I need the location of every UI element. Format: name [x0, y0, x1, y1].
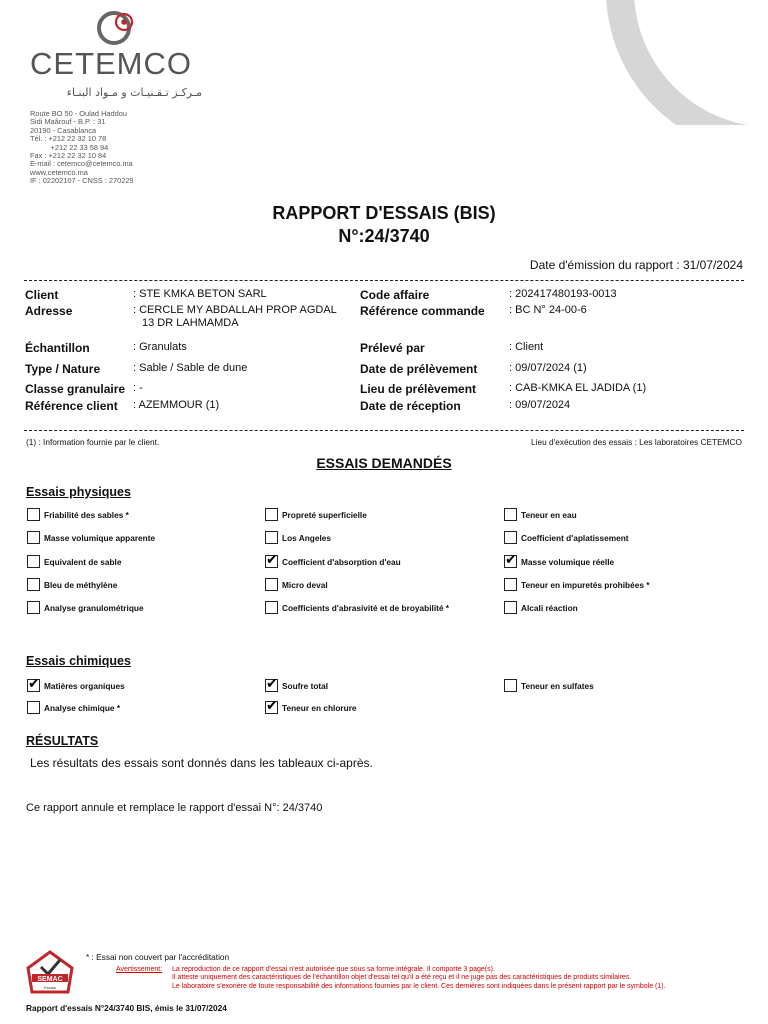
adresse-label: Adresse: [25, 304, 73, 318]
divider-bottom: [24, 430, 744, 431]
checkbox-label: Teneur en sulfates: [521, 680, 594, 691]
checkbox-box[interactable]: [504, 679, 517, 692]
echantillon-label: Échantillon: [25, 341, 90, 355]
lieu-prelevement-label: Lieu de prélèvement: [360, 382, 477, 396]
checkbox-box[interactable]: [265, 508, 278, 521]
checkbox-teneur-eau[interactable]: [504, 508, 577, 521]
company-name: CETEMCO: [30, 46, 192, 81]
type-label: Type / Nature: [25, 362, 101, 376]
checkbox-label: Analyse chimique *: [44, 702, 121, 713]
checkbox-box[interactable]: [27, 531, 40, 544]
checkbox-chlorure[interactable]: [265, 701, 357, 714]
code-affaire-label: Code affaire: [360, 288, 430, 302]
checkbox-label: Bleu de méthylène: [44, 579, 118, 590]
report-number: N°:24/3740: [338, 226, 430, 246]
checkbox-aplatissement[interactable]: [504, 531, 629, 544]
checkbox-box[interactable]: [504, 531, 517, 544]
checkbox-label: Teneur en chlorure: [282, 702, 357, 713]
checkbox-box[interactable]: [265, 601, 278, 614]
divider-top: [24, 280, 744, 281]
checkbox-friabilite[interactable]: [27, 508, 129, 521]
checkbox-absorption-eau[interactable]: [265, 555, 401, 568]
checkbox-label: Friabilité des sables *: [44, 509, 129, 520]
checkbox-bleu-methylene[interactable]: [27, 578, 117, 591]
refcmd-value: : BC N° 24-00-6: [509, 304, 587, 316]
echantillon-value: : Granulats: [133, 341, 187, 353]
checkbox-label: Micro deval: [282, 579, 328, 590]
avertissement-text: La reproduction de ce rapport d'essai n'est autorisée que sous sa forme intégrale. Il comporte 3 page(s). Il atteste uniquement des caractéristiques de l'échantillon objet d'essai tel qu'il a été reçu et il ne juge pas des caractéristiques de produits similaires. Le laboratoire s'exonère de toute responsabilité des informations fournies par le client. Ces dernières sont indiquées dans le présent rapport par le symbole (1).: [172, 966, 666, 990]
resultats-title: RÉSULTATS: [26, 734, 99, 748]
refclient-value: : AZEMMOUR (1): [133, 399, 220, 411]
checkbox-micro-deval[interactable]: [265, 578, 328, 591]
checkbox-box[interactable]: [504, 508, 517, 521]
checkbox-label: Coefficient d'aplatissement: [521, 532, 629, 543]
checkbox-box[interactable]: [27, 508, 40, 521]
checkbox-soufre-total[interactable]: [265, 679, 328, 692]
classe-value: : -: [133, 382, 143, 394]
code-affaire-value: : 202417480193-0013: [509, 288, 617, 300]
checkbox-box[interactable]: [265, 701, 278, 714]
essais-demandes-title: ESSAIS DEMANDÉS: [316, 455, 452, 471]
footer-report-reference: Rapport d'essais N°24/3740 BIS, émis le 31/07/2024: [26, 1003, 227, 1013]
svg-text:SEMAC: SEMAC: [37, 976, 63, 983]
lieu-prelevement-value: : CAB-KMKA EL JADIDA (1): [509, 382, 647, 394]
date-prelevement-value: : 09/07/2024 (1): [509, 362, 587, 374]
type-value: : Sable / Sable de dune: [133, 362, 248, 374]
checkbox-label: Propreté superficielle: [282, 509, 367, 520]
checkbox-label: Los Angeles: [282, 532, 332, 543]
checkbox-box[interactable]: [504, 601, 517, 614]
checkbox-matieres-organiques[interactable]: [27, 679, 125, 692]
refcmd-label: Référence commande: [360, 304, 485, 318]
checkbox-sulfates[interactable]: [504, 679, 594, 692]
checkbox-box[interactable]: [27, 578, 40, 591]
checkbox-label: Masse volumique réelle: [521, 556, 615, 567]
adresse-value-line2: 13 DR LAHMAMDA: [142, 317, 239, 329]
checkbox-impuretes[interactable]: [504, 578, 649, 591]
classe-label: Classe granulaire: [25, 382, 126, 396]
checkbox-masse-reelle[interactable]: [504, 555, 614, 568]
checkbox-label: Matières organiques: [44, 680, 125, 691]
execution-place: Lieu d'exécution des essais : Les laboratoires CETEMCO: [531, 437, 742, 447]
essais-chimiques-title: Essais chimiques: [26, 654, 131, 668]
decorative-arc: [600, 0, 768, 125]
date-reception-label: Date de réception: [360, 399, 461, 413]
preleve-value: : Client: [509, 341, 544, 353]
essais-physiques-title: Essais physiques: [26, 485, 131, 499]
client-info-footnote: (1) : Information fournie par le client.: [26, 437, 160, 447]
checkbox-alcali[interactable]: [504, 601, 578, 614]
checkbox-box[interactable]: [504, 578, 517, 591]
checkbox-label: Coefficient d'absorption d'eau: [282, 556, 401, 567]
adresse-value-line1: : CERCLE MY ABDALLAH PROP AGDAL: [133, 304, 337, 316]
client-label: Client: [25, 288, 59, 302]
accreditation-note: * : Essai non couvert par l'accréditation: [86, 952, 230, 962]
refclient-label: Référence client: [25, 399, 118, 413]
checkbox-box[interactable]: [265, 679, 278, 692]
date-prelevement-label: Date de prélèvement: [360, 362, 478, 376]
checkbox-granulometrique[interactable]: [27, 601, 144, 614]
checkbox-box[interactable]: [27, 555, 40, 568]
checkbox-box[interactable]: [265, 578, 278, 591]
cetemco-logo-icon: [96, 6, 140, 50]
date-reception-value: : 09/07/2024: [509, 399, 571, 411]
checkbox-analyse-chimique[interactable]: [27, 701, 120, 714]
annule-text: Ce rapport annule et remplace le rapport d'essai N°: 24/3740: [26, 802, 323, 814]
company-address: Route BO 50 - Oulad Haddou Sidi Maârouf - B.P. : 31 20190 - Casablanca Tél. : +212 22 32 10 78 +212 22 33 58 94 Fax : +212 22 32 10 84 E-mail : cetemco@cetemco.ma www.cetemco.ma IF : 02202107 - CNSS : 270229: [30, 109, 134, 186]
checkbox-label: Analyse granulométrique: [44, 602, 144, 613]
checkbox-label: Teneur en eau: [521, 509, 577, 520]
checkbox-label: Equivalent de sable: [44, 556, 122, 567]
checkbox-box[interactable]: [27, 601, 40, 614]
checkbox-box[interactable]: [504, 555, 517, 568]
emission-date: Date d'émission du rapport : 31/07/2024: [529, 258, 743, 272]
checkbox-box[interactable]: [27, 701, 40, 714]
checkbox-box[interactable]: [265, 531, 278, 544]
client-value: : STE KMKA BETON SARL: [133, 288, 267, 300]
avertissement-label: Avertissement:: [116, 966, 163, 973]
checkbox-box[interactable]: [27, 679, 40, 692]
checkbox-box[interactable]: [265, 555, 278, 568]
checkbox-label: Coefficients d'abrasivité et de broyabilité *: [282, 602, 450, 613]
company-arabic-name: مـركـز تـقـنيـات و مـواد البنـاء: [66, 86, 202, 99]
report-title: RAPPORT D'ESSAIS (BIS): [272, 203, 496, 223]
checkbox-proprete[interactable]: [265, 508, 367, 521]
svg-text:Essais: Essais: [44, 985, 56, 990]
semac-accreditation-icon: [24, 948, 76, 1000]
checkbox-masse-apparente[interactable]: [27, 531, 155, 544]
checkbox-label: Soufre total: [282, 680, 329, 691]
checkbox-label: Masse volumique apparente: [44, 532, 156, 543]
checkbox-equivalent-sable[interactable]: [27, 555, 121, 568]
checkbox-label: Alcali réaction: [521, 602, 578, 613]
checkbox-abrasivite[interactable]: [265, 601, 449, 614]
checkbox-label: Teneur en impuretés prohibées *: [521, 579, 650, 590]
preleve-label: Prélevé par: [360, 341, 425, 355]
resultats-text: Les résultats des essais sont donnés dans les tableaux ci-après.: [30, 756, 373, 770]
checkbox-los-angeles[interactable]: [265, 531, 331, 544]
